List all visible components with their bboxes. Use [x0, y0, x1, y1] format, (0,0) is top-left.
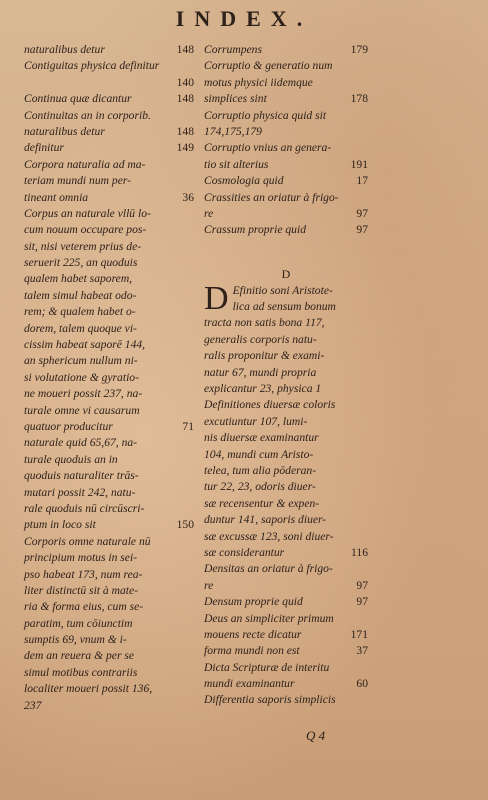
- index-entry-text: localiter moueri possit 136,: [24, 682, 153, 696]
- index-entry-text: definitur: [24, 141, 64, 155]
- index-entry-text: Continua quæ dicantur: [24, 92, 132, 106]
- index-entry: [24, 550, 194, 566]
- index-entry-text: dorem, talem quoque vi-: [24, 321, 137, 335]
- index-entry-text: sæ considerantur: [204, 545, 285, 559]
- index-entry-text: motus physici iidemque: [204, 75, 313, 89]
- index-entry-text: Deus an simpliciter primum: [204, 611, 334, 625]
- section-gap: [204, 239, 368, 265]
- index-entry: [24, 271, 194, 287]
- drop-cap-letter: D: [204, 282, 229, 316]
- index-entry-text: excutiuntur 107, lumi-: [204, 414, 308, 428]
- index-entry: [204, 42, 368, 58]
- index-entry: [204, 660, 368, 676]
- index-entry-text: quatuor producitur: [24, 419, 113, 433]
- index-entry: [24, 222, 194, 238]
- index-entry-page: 71: [182, 419, 194, 433]
- index-entry: [24, 288, 194, 304]
- index-entry: [204, 397, 368, 413]
- index-entry-text: Cosmologia quid: [204, 174, 284, 188]
- index-entry-text: quoduis naturaliter trās-: [24, 469, 139, 483]
- index-entry-text: sæ recensentur & expen-: [204, 496, 320, 510]
- index-entry: [204, 348, 368, 364]
- index-entry-text: ptum in loco sit: [24, 518, 96, 532]
- index-entry: [204, 578, 368, 594]
- index-entry-text: Corpus an naturale vllū lo-: [24, 206, 151, 220]
- index-entry-text: mouens recte dicatur: [204, 627, 302, 641]
- index-entry: [204, 594, 368, 610]
- index-entry-page: 97: [356, 595, 368, 609]
- index-entry-text: simplices sint: [204, 92, 267, 106]
- index-entry: [204, 692, 368, 708]
- index-entry-page: 149: [176, 141, 194, 155]
- index-entry-text: ria & forma eius, cum se-: [24, 600, 144, 614]
- index-entry-text: Densum proprie quid: [204, 595, 303, 609]
- index-entry: [24, 370, 194, 386]
- index-entry: [24, 435, 194, 451]
- index-entry: [24, 501, 194, 517]
- index-entry-text: Dicta Scripturæ de interitu: [204, 660, 330, 674]
- index-entry-text: Corruptio physica quid sit: [204, 108, 327, 122]
- index-entry-text: ne moueri possit 237, na-: [24, 387, 143, 401]
- index-entry-text: Crassities an oriatur à frigo-: [204, 190, 339, 204]
- index-entry-page: 116: [351, 545, 368, 559]
- index-entry-page: 148: [176, 124, 194, 138]
- index-entry-text: Corpora naturalia ad ma-: [24, 157, 146, 171]
- index-entry: [24, 140, 194, 156]
- index-entry-text: sæ excussæ 123, soni diuer-: [204, 529, 334, 543]
- index-entry-text: qualem habet saporem,: [24, 272, 133, 286]
- index-entry-page: 191: [350, 157, 368, 171]
- index-entry-text: Corruptio & generatio num: [204, 59, 333, 73]
- index-entry-text: dem an reuera & per se: [24, 649, 135, 663]
- index-entry: [24, 485, 194, 501]
- index-entry: [24, 91, 194, 107]
- index-entry: [204, 430, 368, 446]
- index-entry: [24, 239, 194, 255]
- index-entry-text: 174,175,179: [204, 124, 262, 138]
- index-entry-text: mutari possit 242, natu-: [24, 485, 136, 499]
- index-entry: [24, 468, 194, 484]
- index-entry-text: 104, mundi cum Aristo-: [204, 447, 314, 461]
- index-entry-text: re: [204, 578, 214, 592]
- section-letter-d: D: [281, 266, 291, 281]
- index-entry-text: pso habeat 173, num rea-: [24, 567, 143, 581]
- index-entry-page: 36: [182, 190, 194, 204]
- index-entry: [24, 337, 194, 353]
- index-entry: [204, 643, 368, 659]
- index-entry-text: tur 22, 23, odoris diuer-: [204, 480, 316, 494]
- index-entry-text: paratim, tum cōiunctim: [24, 616, 133, 630]
- index-entry: [204, 58, 368, 74]
- index-entry: [204, 206, 368, 222]
- index-entry-text: teriam mundi num per-: [24, 174, 131, 188]
- index-entry: [24, 304, 194, 320]
- index-entry-text: tracta non satis bona 117,: [204, 316, 325, 330]
- index-entry: [204, 479, 368, 495]
- index-entry-page: 148: [176, 92, 194, 106]
- index-entry-text: tio sit alterius: [204, 157, 269, 171]
- index-entry-text: turale omne vi causarum: [24, 403, 140, 417]
- index-entry-text: si volutatione & gyratio-: [24, 370, 139, 384]
- index-entry: [204, 529, 368, 545]
- index-entry: [24, 173, 194, 189]
- index-entry-text: Definitiones diuersæ coloris: [204, 398, 336, 412]
- index-entry-text: rem; & qualem habet o-: [24, 305, 136, 319]
- index-entry-text: simul motibus contrariis: [24, 665, 138, 679]
- index-entry-text: rale quoduis nū circūscri-: [24, 501, 145, 515]
- index-entry: [204, 140, 368, 156]
- index-entry-page: 97: [356, 223, 368, 237]
- index-entry-text: sit, nisi veterem prius de-: [24, 239, 142, 253]
- index-entry-text: principium motus in sei-: [24, 551, 138, 565]
- index-entry-text: 237: [24, 698, 42, 712]
- index-entry-text: cum nouum occupare pos-: [24, 223, 147, 237]
- index-entry-page: 179: [350, 43, 368, 56]
- index-entry: [24, 190, 194, 206]
- index-entry-page: 37: [356, 644, 368, 658]
- index-entry: [24, 665, 194, 681]
- index-entry-text: an sphericum nullum ni-: [24, 354, 138, 368]
- index-entry-text: naturalibus detur: [24, 124, 105, 138]
- index-entry: [24, 567, 194, 583]
- index-entry-text: ralis proponitur & exami-: [204, 349, 325, 363]
- index-entry-page: 97: [356, 206, 368, 220]
- index-entry-text: Corrumpens: [204, 43, 262, 56]
- index-entry-text: naturalibus detur: [24, 43, 105, 56]
- index-entry-text: seruerit 225, an quoduis: [24, 256, 138, 270]
- index-entry: [204, 299, 368, 315]
- index-entry: [204, 561, 368, 577]
- index-entry: [204, 676, 368, 692]
- index-entry-text: liter distinctū sit à mate-: [24, 583, 138, 597]
- index-entry-text: forma mundi non est: [204, 644, 300, 658]
- index-entry: [204, 190, 368, 206]
- index-entry-text: Densitas an oriatur à frigo-: [204, 562, 333, 576]
- index-entry: [204, 627, 368, 643]
- index-entry-page: 171: [350, 627, 368, 641]
- index-entry-text: mundi examinantur: [204, 677, 295, 691]
- index-entry-text: tineant omnia: [24, 190, 89, 204]
- index-entry: [204, 173, 368, 189]
- index-entry: [204, 222, 368, 238]
- index-entry-text: Efinitio soni Aristote-: [232, 283, 333, 297]
- index-entry-text: Corporis omne naturale nū: [24, 534, 151, 548]
- index-entry: [204, 108, 368, 124]
- index-entry: [204, 611, 368, 627]
- index-entry-text: Corruptio vnius an genera-: [204, 141, 332, 155]
- index-entry: [204, 75, 368, 91]
- index-entry-text: telea, tum alia pōderan-: [204, 463, 317, 477]
- index-entry-page: 150: [176, 518, 194, 532]
- index-entry: [204, 332, 368, 348]
- index-entry-text: generalis corporis natu-: [204, 332, 317, 346]
- index-entry-text: lica ad sensum bonum: [232, 300, 336, 314]
- index-entry-page: 148: [176, 43, 194, 56]
- index-entry: [24, 698, 194, 714]
- index-entry: [24, 386, 194, 402]
- index-column-left: [24, 42, 194, 714]
- index-entry-page: 17: [356, 174, 368, 188]
- index-entry: [204, 157, 368, 173]
- index-entry: [24, 58, 194, 74]
- page-title: INDEX.: [175, 6, 313, 31]
- index-entry: [24, 124, 194, 140]
- index-entry: [204, 381, 368, 397]
- index-entry: [24, 255, 194, 271]
- index-entry-page: 60: [356, 677, 368, 691]
- index-entry: [24, 681, 194, 697]
- index-entry: [24, 599, 194, 615]
- index-entry: [24, 534, 194, 550]
- index-entry: [204, 91, 368, 107]
- index-entry-text: duntur 141, saporis diuer-: [204, 513, 327, 527]
- index-entry: [24, 632, 194, 648]
- index-entry-text: turale quoduis an in: [24, 452, 118, 466]
- index-entry: [24, 616, 194, 632]
- index-entry: [24, 157, 194, 173]
- index-entry: [204, 447, 368, 463]
- index-entry-text: Continuitas an in corporib.: [24, 108, 151, 122]
- index-entry: [24, 403, 194, 419]
- index-entry: [24, 648, 194, 664]
- index-entry-text: natur 67, mundi propria: [204, 365, 317, 379]
- index-entry-text: naturale quid 65,67, na-: [24, 436, 138, 450]
- signature-mark: Q 4: [306, 728, 326, 743]
- index-entry: [24, 353, 194, 369]
- index-entry: [204, 414, 368, 430]
- index-entry-text: explicantur 23, physica 1: [204, 382, 322, 396]
- index-entry-page: 97: [356, 578, 368, 592]
- index-entry-text: nis diuersæ examinantur: [204, 431, 319, 445]
- index-entry: [204, 124, 368, 140]
- index-entry-text: Differentia saporis simplicis: [204, 693, 336, 707]
- index-column-right: [204, 42, 368, 709]
- index-entry: [24, 75, 194, 91]
- index-entry: [204, 365, 368, 381]
- index-entry-text: cissim habeat saporē 144,: [24, 338, 146, 352]
- index-entries-c: [204, 42, 368, 239]
- index-entry-text: Contiguitas physica definitur: [24, 59, 160, 73]
- index-entry-page: 178: [350, 92, 368, 106]
- section-d-start: [204, 283, 368, 316]
- index-entry: [204, 545, 368, 561]
- index-entry: [204, 283, 368, 299]
- index-entry: [24, 108, 194, 124]
- index-entry: [24, 517, 194, 533]
- index-entry: [24, 419, 194, 435]
- index-entry-page: 140: [176, 75, 194, 89]
- index-entry: [204, 496, 368, 512]
- drop-cap-lines: [204, 283, 368, 316]
- index-entry-text: sumptis 69, vnum & i-: [24, 633, 127, 647]
- index-entry: [24, 583, 194, 599]
- index-entry: [24, 206, 194, 222]
- index-entry-text: re: [204, 206, 214, 220]
- index-entry: [24, 452, 194, 468]
- index-entry-text: talem simul habeat odo-: [24, 288, 137, 302]
- index-entry: [24, 321, 194, 337]
- index-entry: [204, 315, 368, 331]
- index-entry: [204, 512, 368, 528]
- index-entries-d: [204, 315, 368, 708]
- index-entry-text: Crassum proprie quid: [204, 223, 306, 237]
- index-entry: [24, 42, 194, 58]
- index-entry: [204, 463, 368, 479]
